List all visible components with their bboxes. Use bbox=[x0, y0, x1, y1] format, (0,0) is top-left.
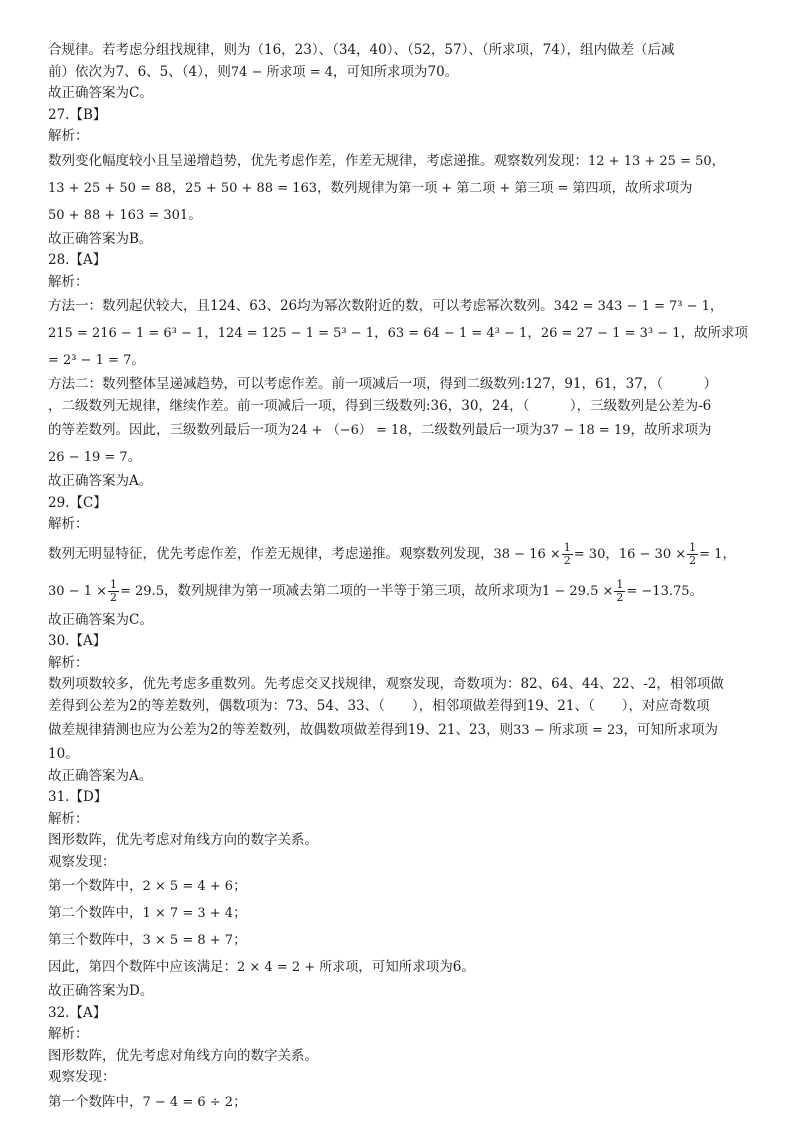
formula: 第一项 + 第二项 + 第三项 = 第四项 bbox=[398, 180, 612, 196]
line-text: 第一个数阵中， bbox=[48, 878, 143, 894]
formula: 25 + 50 + 88 = 163 bbox=[185, 180, 318, 196]
formula: 7 − 4 = 6 ÷ 2 bbox=[142, 1094, 234, 1110]
line-text: ， bbox=[711, 152, 726, 169]
text-line bbox=[48, 873, 768, 900]
text-line bbox=[48, 396, 768, 418]
formula: 1 − 29.5 × bbox=[541, 583, 614, 599]
answer-line bbox=[48, 610, 768, 632]
analysis-label bbox=[48, 514, 768, 536]
line-text: 前）依次为7、6、5、（4），则 bbox=[48, 63, 231, 80]
formula: 37 − 18 = 19 bbox=[542, 423, 631, 438]
fraction bbox=[108, 579, 119, 604]
formula: 2 × 4 = 2 + 所求项 bbox=[237, 960, 359, 975]
text-line bbox=[48, 696, 768, 718]
text-line bbox=[48, 62, 768, 84]
line-text: 解析： bbox=[48, 273, 89, 290]
fraction bbox=[614, 579, 625, 604]
answer-line bbox=[48, 229, 768, 251]
text-line bbox=[48, 674, 768, 696]
line-text: ， bbox=[204, 325, 218, 341]
text-line bbox=[48, 852, 768, 874]
line-text: 31.【D】 bbox=[48, 789, 108, 805]
line-text: 解析： bbox=[48, 128, 89, 144]
text-line bbox=[48, 374, 768, 396]
denominator: 2 bbox=[616, 590, 624, 604]
formula: 50 + 88 + 163 = 301 bbox=[48, 207, 189, 223]
line-text: 数列项数较多，优先考虑多重数列。先考虑交叉找规律，观察发现，奇数项为：82、64、44、22、-2，相邻项做 bbox=[48, 676, 724, 692]
formula: 13 + 25 + 50 = 88 bbox=[48, 180, 172, 196]
question-number bbox=[48, 631, 768, 653]
formula: 342 = 343 − 1 = 7³ − 1 bbox=[553, 299, 710, 314]
line-text: 方法二：数列整体呈递减趋势，可以考虑作差。前一项减后一项，得到二级数列:127，91，61，37，（ ） bbox=[48, 376, 718, 392]
formula: 26 = 27 − 1 = 3³ − 1 bbox=[540, 326, 681, 341]
text-line bbox=[48, 900, 768, 927]
formula: = −13.75 bbox=[626, 583, 690, 599]
formula: 33 − 所求项 = 23 bbox=[513, 723, 624, 738]
question-number bbox=[48, 787, 768, 809]
text-line bbox=[48, 347, 768, 374]
analysis-label bbox=[48, 809, 768, 831]
text-line bbox=[48, 202, 768, 229]
text-line bbox=[48, 830, 768, 852]
numerator: 1 bbox=[616, 577, 624, 591]
line-text: 解析： bbox=[48, 1026, 89, 1042]
text-line bbox=[48, 1067, 768, 1089]
fraction bbox=[687, 542, 698, 567]
formula: = 2³ − 1 = 7 bbox=[48, 353, 132, 368]
line-text: 27.【B】 bbox=[48, 106, 107, 123]
line-text: ，数列规律为 bbox=[317, 179, 399, 196]
line-text: ，故所求项为 bbox=[611, 179, 693, 196]
line-text: 故正确答案为C。 bbox=[48, 85, 153, 101]
line-text: ； bbox=[233, 1093, 247, 1110]
line-text: 解析： bbox=[48, 810, 89, 827]
formula: 24 + （−6） = 18 bbox=[291, 423, 408, 438]
analysis-label bbox=[48, 1024, 768, 1046]
line-text: ，故所求项 bbox=[680, 325, 749, 341]
line-text: ， bbox=[374, 325, 388, 341]
line-text: ， bbox=[605, 545, 619, 562]
line-text: ； bbox=[233, 905, 247, 921]
line-text: ，故所求项为 bbox=[630, 422, 712, 438]
text-line bbox=[48, 175, 768, 202]
line-text: 。 bbox=[131, 352, 145, 368]
question-number bbox=[48, 105, 768, 127]
line-text: 。 bbox=[689, 582, 704, 599]
formula: 63 = 64 − 1 = 4³ − 1 bbox=[387, 326, 528, 341]
question-number bbox=[48, 493, 768, 515]
line-text: 故正确答案为B。 bbox=[48, 230, 153, 247]
formula: 215 = 216 − 1 = 6³ − 1 bbox=[48, 326, 205, 341]
denominator: 2 bbox=[563, 553, 571, 567]
line-text: 图形数阵，优先考虑对角线方向的数字关系。 bbox=[48, 832, 318, 848]
numerator: 1 bbox=[110, 577, 117, 591]
text-line bbox=[48, 927, 768, 954]
line-text: 30.【A】 bbox=[48, 633, 107, 649]
formula: 124 = 125 − 1 = 5³ − 1 bbox=[217, 326, 375, 341]
line-text: 差得到公差为2的等差数列，偶数项为：73、54、33、（ ），相邻项做差得到19、21、（ ），对应奇数项 bbox=[48, 697, 710, 714]
question-number bbox=[48, 250, 768, 272]
fraction bbox=[562, 542, 573, 567]
formula: 12 + 13 + 25 = 50 bbox=[588, 153, 712, 169]
line-text: 28.【A】 bbox=[48, 252, 107, 268]
line-text: 第二个数阵中， bbox=[48, 905, 143, 921]
denominator: 2 bbox=[689, 553, 697, 567]
line-text: 。 bbox=[188, 206, 202, 223]
formula: 38 − 16 × bbox=[493, 546, 561, 562]
line-text: ，数列规律为第一项减去第二项的一半等于第三项，故所求项为 bbox=[163, 582, 542, 599]
line-text: 合规律。若考虑分组找规律，则为（16，23）、（34，40）、（52，57）、（所求项，74），组内做差（后减 bbox=[48, 42, 675, 58]
line-text: 第三个数阵中， bbox=[48, 932, 143, 948]
line-text: ； bbox=[233, 932, 247, 948]
line-text: 图形数阵，优先考虑对角线方向的数字关系。 bbox=[48, 1047, 318, 1064]
text-line bbox=[48, 1046, 768, 1068]
text-line bbox=[48, 148, 768, 175]
line-text: 29.【C】 bbox=[48, 494, 107, 511]
line-text: ， bbox=[527, 325, 541, 341]
line-text: ， bbox=[722, 545, 736, 562]
formula: 30 − 1 × bbox=[48, 583, 107, 599]
line-text: ， bbox=[709, 298, 724, 314]
line-text: 观察发现： bbox=[48, 1069, 116, 1085]
text-line bbox=[48, 1089, 768, 1116]
text-line bbox=[48, 444, 768, 471]
line-text: ， bbox=[171, 179, 186, 196]
line-text: 。 bbox=[127, 449, 142, 465]
text-line bbox=[48, 417, 768, 444]
line-text: 方法一：数列起伏较大，且124、63、26均为幂次数附近的数，可以考虑幂次数列。 bbox=[48, 298, 554, 314]
formula: 74 − 所求项 = 4 bbox=[230, 64, 333, 80]
text-line bbox=[48, 744, 768, 766]
line-text: ，二级数列无规律，继续作差。前一项减后一项，得到三级数列:36，30，24，（ ），三级数列是公差为-6 bbox=[48, 397, 712, 414]
analysis-label bbox=[48, 653, 768, 675]
analysis-label bbox=[48, 272, 768, 294]
formula: = 29.5 bbox=[120, 583, 164, 599]
text-line bbox=[48, 717, 768, 744]
line-text: 10。 bbox=[48, 746, 79, 762]
text-line bbox=[48, 954, 768, 981]
line-text: ，可知所求项为6。 bbox=[358, 959, 475, 975]
line-text: 第一个数阵中， bbox=[48, 1093, 143, 1110]
line-text: 因此，第四个数阵中应该满足： bbox=[48, 959, 237, 975]
line-text: 故正确答案为A。 bbox=[48, 767, 153, 784]
numerator: 1 bbox=[563, 540, 571, 554]
line-text: ，可知所求项为70。 bbox=[333, 63, 459, 80]
text-line bbox=[48, 320, 768, 347]
line-text: 观察发现： bbox=[48, 853, 116, 870]
formula: 16 − 30 × bbox=[618, 546, 687, 562]
answer-line bbox=[48, 766, 768, 788]
line-text: 故正确答案为A。 bbox=[48, 473, 153, 489]
formula: 26 − 19 = 7 bbox=[48, 450, 128, 465]
formula: 2 × 5 = 4 + 6 bbox=[142, 879, 234, 894]
text-line bbox=[48, 40, 768, 62]
line-text: 的等差数列。因此，三级数列最后一项为 bbox=[48, 422, 291, 438]
formula: = 30 bbox=[573, 546, 606, 562]
formula: = 1 bbox=[699, 546, 723, 562]
formula: 1 × 7 = 3 + 4 bbox=[142, 906, 234, 921]
analysis-label bbox=[48, 126, 768, 148]
line-text: 数列变化幅度较小且呈递增趋势，优先考虑作差，作差无规律，考虑递推。观察数列发现： bbox=[48, 152, 588, 169]
denominator: 2 bbox=[110, 590, 117, 604]
answer-line bbox=[48, 981, 768, 1003]
line-text: ； bbox=[233, 878, 247, 894]
solution-page bbox=[48, 40, 768, 1116]
line-text: ，可知所求项为 bbox=[623, 722, 719, 738]
line-text: 解析： bbox=[48, 516, 89, 532]
answer-line bbox=[48, 83, 768, 105]
line-text: 数列无明显特征，优先考虑作差，作差无规律，考虑递推。观察数列发现， bbox=[48, 545, 494, 562]
numerator: 1 bbox=[689, 540, 697, 554]
text-line bbox=[48, 536, 768, 573]
line-text: 解析： bbox=[48, 654, 89, 671]
formula: 3 × 5 = 8 + 7 bbox=[142, 933, 234, 948]
line-text: 故正确答案为C。 bbox=[48, 611, 153, 628]
line-text: ，二级数列最后一项为 bbox=[407, 422, 543, 438]
text-line bbox=[48, 573, 768, 610]
line-text: 32.【A】 bbox=[48, 1004, 107, 1021]
line-text: 做差规律猜测也应为公差为2的等差数列，故偶数项做差得到19、21、23，则 bbox=[48, 722, 514, 738]
text-line bbox=[48, 293, 768, 320]
line-text: 故正确答案为D。 bbox=[48, 983, 154, 999]
question-number bbox=[48, 1003, 768, 1025]
answer-line bbox=[48, 471, 768, 493]
